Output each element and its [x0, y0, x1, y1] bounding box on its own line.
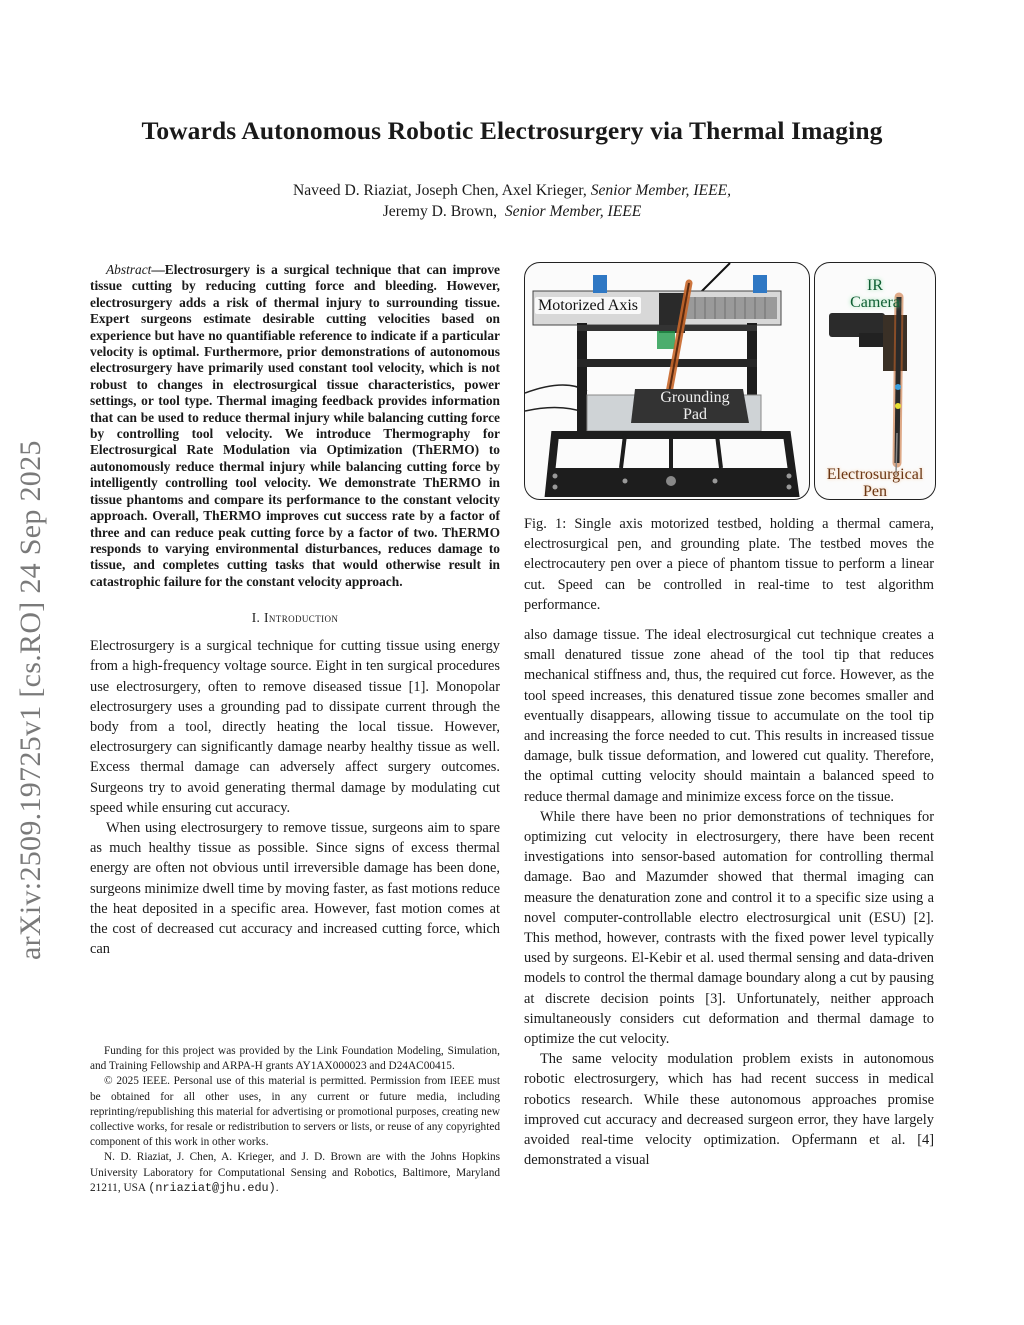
- affiliation-text: N. D. Riaziat, J. Chen, A. Krieger, and J. D. Brown are with the Johns Hopkins University Laboratory for Computational Sensing and Robotics, Baltimore, Maryland 21211, USA: [90, 1151, 500, 1194]
- intro-paragraph-1: Electrosurgery is a surgical technique for cutting tissue using energy from a high-frequency voltage source. Eight in ten surgical procedures use electrosurgery, often to remove diseased tissue [1]. Monopolar electrosurgery uses a grounding pad to dissipate current through the body from a tool, directly heating the local tissue. However, electrosurgery can significantly damage nearby healthy tissue as well. Excess thermal damage can adversely affect surgery outcomes. Surgeons try to avoid generating thermal damage by modulating cut speed while ensuring cut accuracy.: [90, 638, 500, 816]
- arxiv-stamp: arXiv:2509.19725v1 [cs.RO] 24 Sep 2025: [14, 440, 47, 960]
- author-role-1: Senior Member, IEEE,: [590, 182, 732, 199]
- abstract-dash: —: [151, 262, 165, 277]
- figure-1-caption: Fig. 1: Single axis motorized testbed, holding a thermal camera, electrosurgical pen, and grounding plate. The testbed moves the electrocautery pen over a piece of phantom tissue to perform a linear cut. Speed can be controlled in real-time to test algorithm performance.: [524, 516, 934, 613]
- affiliation-period: .: [275, 1181, 279, 1194]
- section-title: Introduction: [264, 610, 339, 626]
- intro-paragraph-3: also damage tissue. The ideal electrosurgical cut technique creates a small denatured tissue zone ahead of the tool tip that reduces mechanical stiffness and, thus, the required cut force. However, as the tool speed increases, this denatured tissue zone becomes smaller and eventually disappears, allowing tissue to accumulate on the tool tip and increasing the force needed to cut. This results in increased tissue damage, bulk tissue deformation, and lowered cut quality. Therefore, the optimal cutting velocity should maintain a balanced speed to reduce thermal damage and minimize excess force on the tissue.: [524, 627, 934, 805]
- paper-title: Towards Autonomous Robotic Electrosurgery via Thermal Imaging: [141, 116, 883, 145]
- abstract: [90, 262, 500, 590]
- author-line-2: [0, 201, 1024, 222]
- label-ir-camera: [815, 277, 935, 311]
- author-role-2: Senior Member, IEEE: [504, 203, 642, 220]
- author-line-1: [0, 180, 1024, 201]
- intro-paragraph-4: While there have been no prior demonstrations of techniques for optimizing cut velocity in electrosurgery, there have been recent investigations into sensor-based automation for controlling thermal damage. Bao and Mazumder showed that thermal imaging can measure the denaturation zone and control it to a specific size using a novel computer-controllable electro electrosurgical unit (ESU) [2]. This method, however, contrasts with the fixed power level typically used by surgeons. El-Kebir et al. used thermal sensing and data-driven models to control the thermal damage boundary along a cut by pausing at discrete decision points [3]. Unfortunately, neither approach simultaneously considers cut deformation and thermal damage to optimize the cut velocity.: [524, 808, 934, 1048]
- testbed-photo-panel: [524, 262, 810, 500]
- label-ir-camera-line2: Camera: [850, 294, 900, 311]
- author-names-2: Jeremy D. Brown,: [382, 203, 501, 220]
- author-names-1: Naveed D. Riaziat, Joseph Chen, Axel Krieger,: [292, 182, 591, 199]
- ir-camera-pen-panel: [814, 262, 936, 500]
- footnotes: [90, 1044, 500, 1196]
- label-motorized-axis: Motorized Axis: [535, 297, 641, 314]
- section-heading-introduction: [90, 610, 500, 626]
- author-list: [0, 180, 1024, 222]
- label-grounding-pad-line2: Pad: [683, 406, 707, 423]
- footnote-copyright: © 2025 IEEE. Personal use of this material is permitted. Permission from IEEE must be obtained for all other uses, in any current or future media, including reprinting/republishing this material for advertising or promotional purposes, creating new collective works, for resale or redistribution to servers or lists, or reuse of any copyrighted component of this work in other works.: [90, 1075, 500, 1149]
- label-electrosurgical-pen: [815, 466, 935, 500]
- label-grounding-pad-line1: Grounding: [660, 389, 730, 406]
- author-email-link[interactable]: (nriaziat@jhu.edu): [148, 1180, 276, 1195]
- intro-paragraph-5: The same velocity modulation problem exists in autonomous robotic electrosurgery, which has had recent success in medical robotics research. While these autonomous approaches promise improved cut accuracy and decreased surgeon error, they have largely avoided real-time velocity optimization. Opfermann et al. [4] demonstrated a visual: [524, 1051, 934, 1169]
- section-number: I.: [251, 610, 265, 626]
- label-ir-camera-line1: IR: [867, 277, 883, 294]
- label-pen-line2: Pen: [863, 483, 887, 500]
- abstract-label: Abstract: [106, 262, 152, 277]
- figure-1: [524, 262, 934, 502]
- abstract-text: Electrosurgery is a surgical technique that can improve tissue cutting by reducing cutting force and bleeding. However, electrosurgery adds a risk of thermal injury to surrounding tissue. Expert surgeons estimate desirable cutting velocities based on experience but have no quantifiable reference to indicate if a particular velocity is optimal. Furthermore, prior demonstrations of autonomous electrosurgery have primarily used constant tool velocity, which is not robust to changes in electrosurgical tissue characteristics, power settings, or tool type. Thermal imaging feedback provides information that can be used to reduce thermal injury while balancing cutting force by controlling tool velocity. We introduce Thermography for Electrosurgical Rate Modulation via Optimization (ThERMO) to autonomously reduce thermal injury while balancing cutting force by intelligently controlling tool velocity. We demonstrate ThERMO in tissue phantoms and compare its performance to the constant velocity approach. Overall, ThERMO improves cut success rate by a factor of three and can reduce peak cutting force by a factor of two. ThERMO responds to varying environmental disturbances, reduces damage to tissue, and completes cutting tasks that would otherwise result in catastrophic failure for the constant velocity approach.: [90, 262, 500, 589]
- right-column: [524, 262, 934, 1171]
- label-pen-line1: Electrosurgical: [826, 466, 924, 483]
- label-grounding-pad: [653, 389, 737, 423]
- left-column: [90, 262, 500, 959]
- intro-paragraph-2: When using electrosurgery to remove tissue, surgeons aim to spare as much healthy tissue as possible. Since signs of excess thermal energy are often not obvious until irreversible damage has been done, surgeons minimize dwell time by moving faster, as fast motions reduce the heat deposited in a specific area. However, fast motion comes at the cost of decreased cut accuracy and increased cutting force, which can: [90, 819, 500, 958]
- footnote-funding: Funding for this project was provided by the Link Foundation Modeling, Simulation, and Training Fellowship and ARPA-H grants AY1AX000023 and D24AC00415.: [90, 1045, 500, 1073]
- footnote-affiliation: [90, 1150, 500, 1196]
